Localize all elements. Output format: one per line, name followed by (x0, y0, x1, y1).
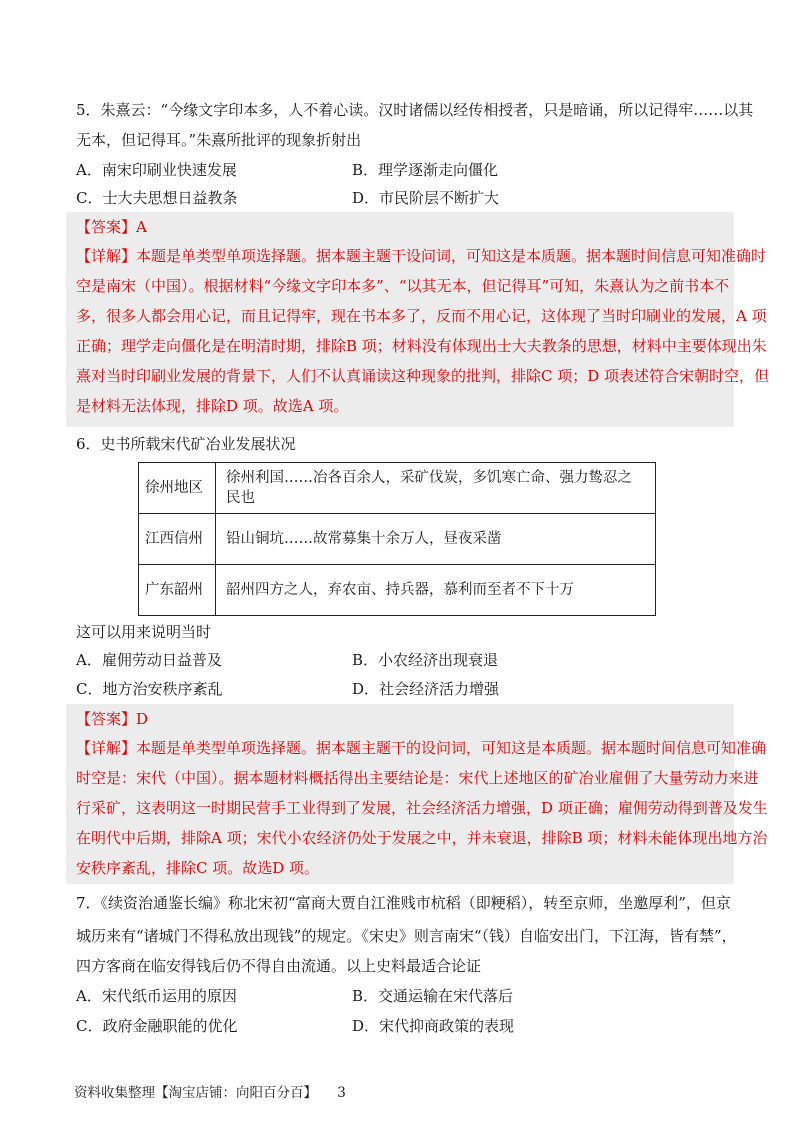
q6-option-d: D．社会经济活力增强 (352, 680, 500, 698)
q7-stem-line-2: 城历来有“诸城门不得私放出现钱”的规定。《宋史》则言南宋“（钱）自临安出门，下江海，皆有禁”， (76, 927, 737, 945)
table-cell-text: 徐州利国……冶各百余人，采矿伐炭，多饥寒亡命、强力鸷忍之民也 (216, 463, 656, 514)
q5-detail-line-5: 熹对当时印刷业发展的背景下，人们不认真诵读这种现象的批判，排除C 项；D 项表述符合宋朝时空，但 (76, 367, 770, 385)
q7-option-c: C．政府金融职能的优化 (76, 1017, 238, 1035)
q6-detail-line-4: 在明代中后期，排除A 项；宋代小农经济仍处于发展之中，并未衰退，排除B 项；材料未能体现出地方治 (76, 829, 768, 847)
q7-stem-line-1: 7．《续资治通鉴长编》称北宋初“富商大贾自江淮贱市杭稻（即粳稻），转至京师，坐邀厚利”，但京 (76, 894, 731, 912)
footer-source: 资料收集整理【淘宝店铺：向阳百分百】 (74, 1085, 317, 1101)
page-number: 3 (337, 1085, 346, 1101)
q5-detail-line-3: 多，很多人都会用心记，而且记得牢，现在书本多了，反而不用心记，这体现了当时印刷业的发展，A 项 (76, 307, 767, 325)
q6-option-a: A．雇佣劳动日益普及 (76, 651, 222, 669)
q5-detail-line-6: 是材料无法体现，排除D 项。故选A 项。 (76, 397, 349, 415)
q6-option-c: C．地方治安秩序紊乱 (76, 680, 223, 698)
q5-stem-line-1: 5．朱熹云：“今缘文字印本多，人不着心读。汉时诸儒以经传相授者，只是暗诵，所以记得牢……以其 (76, 101, 754, 119)
page-footer (74, 1084, 346, 1102)
q7-stem-line-3: 四方客商在临安得钱后仍不得自由流通。以上史料最适合论证 (76, 957, 482, 975)
q6-detail-line-2: 时空是：宋代（中国）。据本题材料概括得出主要结论是：宋代上述地区的矿冶业雇佣了大量劳动力来进 (76, 769, 759, 787)
table-cell-text: 铅山铜坑……故常募集十余万人，昼夜采凿 (216, 514, 656, 565)
q6-option-b: B．小农经济出现衰退 (352, 651, 499, 669)
q5-option-c: C．士大夫思想日益教条 (76, 189, 238, 207)
table-cell-text: 韶州四方之人，弃农亩、持兵器，慕利而至者不下十万 (216, 565, 656, 616)
q5-detail-line-2: 空是南宋（中国）。根据材料“今缘文字印本多”、“以其无本，但记得耳”可知，朱熹认为之前书本不 (76, 277, 730, 295)
q5-option-d: D．市民阶层不断扩大 (352, 189, 500, 207)
q6-mining-table (138, 462, 656, 616)
q6-answer: 【答案】D (76, 710, 149, 728)
q7-option-a: A．宋代纸币运用的原因 (76, 987, 237, 1005)
table-cell-region: 江西信州 (139, 514, 216, 565)
q6-stem: 6．史书所载宋代矿冶业发展状况 (76, 435, 296, 453)
q7-option-b: B．交通运输在宋代落后 (352, 987, 514, 1005)
q5-option-a: A．南宋印刷业快速发展 (76, 161, 237, 179)
table-row (139, 514, 656, 565)
q5-stem-line-2: 无本，但记得耳。”朱熹所批评的现象折射出 (76, 131, 362, 149)
q6-answer-box (66, 704, 734, 884)
q6-question: 这可以用来说明当时 (76, 623, 212, 641)
table-cell-region: 广东韶州 (139, 565, 216, 616)
q6-detail-line-1: 【详解】本题是单类型单项选择题。据本题主题干的设问词，可知这是本质题。据本题时间信息可知准确 (76, 739, 767, 757)
q5-detail-line-1: 【详解】本题是单类型单项选择题。据本题主题干设问词，可知这是本质题。据本题时间信息可知准确时 (76, 247, 767, 265)
q7-option-d: D．宋代抑商政策的表现 (352, 1017, 515, 1035)
q5-option-b: B．理学逐渐走向僵化 (352, 161, 499, 179)
table-cell-region: 徐州地区 (139, 463, 216, 514)
q6-detail-line-3: 行采矿，这表明这一时期民营手工业得到了发展，社会经济活力增强，D 项正确；雇佣劳动得到普及发生 (76, 799, 768, 817)
table-row (139, 565, 656, 616)
q6-detail-line-5: 安秩序紊乱，排除C 项。故选D 项。 (76, 859, 320, 877)
table-row (139, 463, 656, 514)
q5-answer: 【答案】A (76, 218, 147, 236)
q5-detail-line-4: 正确；理学走向僵化是在明清时期，排除B 项；材料没有体现出士大夫教条的思想，材料中主要体现出朱 (76, 337, 767, 355)
